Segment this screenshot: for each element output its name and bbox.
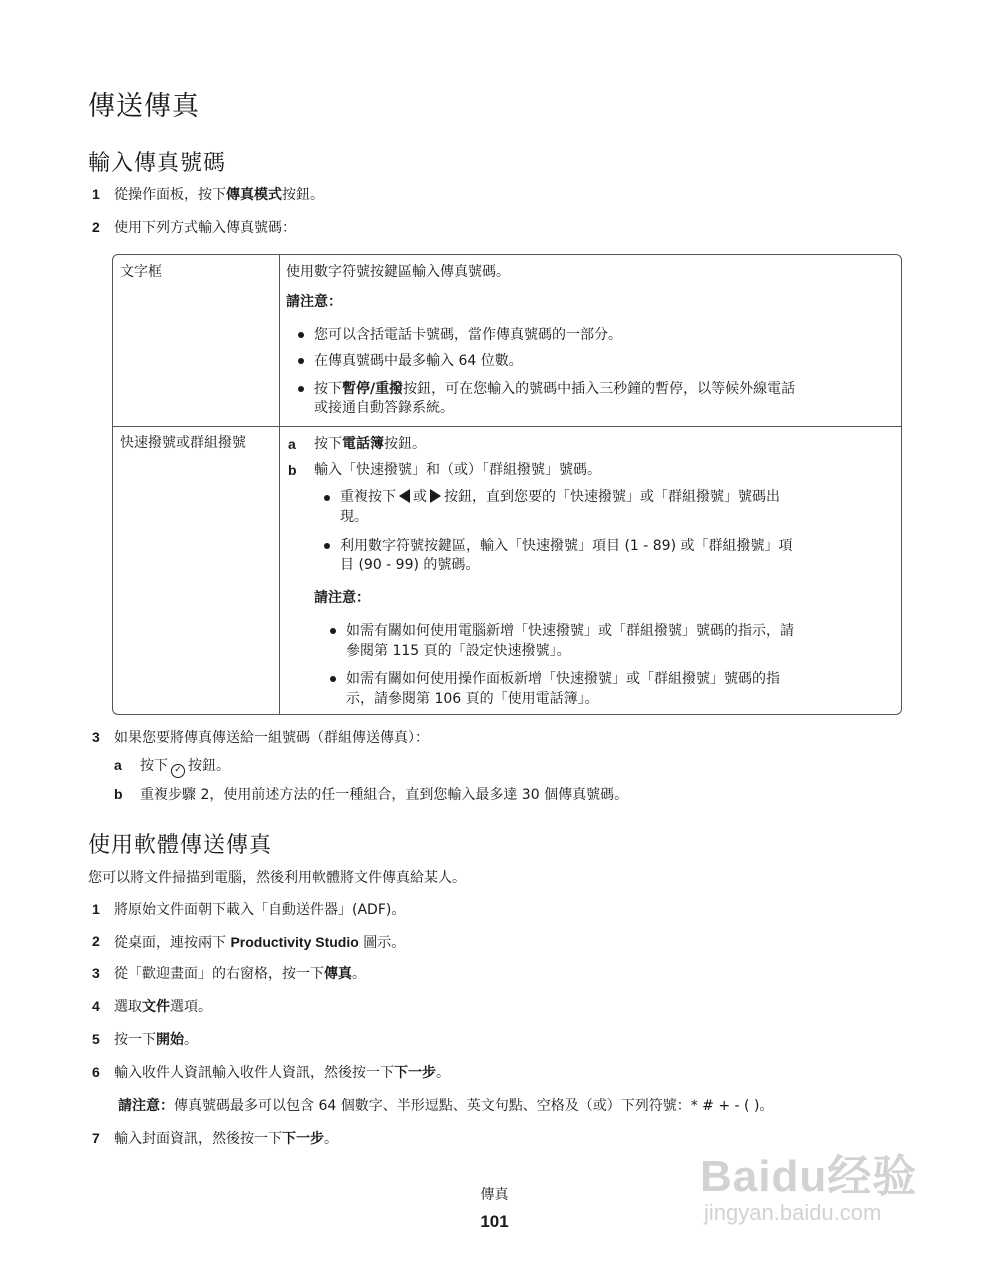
- step-text: [114, 933, 405, 952]
- section-intro: 您可以將文件掃描到電腦，然後利用軟體將文件傳真給某人。: [88, 870, 466, 886]
- bullet: [330, 628, 336, 634]
- bold-run: 電話簿: [342, 436, 384, 452]
- bold-run: 傳真: [324, 966, 352, 982]
- bullet: [330, 676, 336, 682]
- bold-run: Productivity Studio: [230, 934, 359, 950]
- note-label: 請注意：: [118, 1098, 174, 1114]
- bullet: [298, 386, 304, 392]
- text-run: 從桌面，連按兩下: [114, 935, 231, 951]
- text-run: 輸入收件人資訊輸入收件人資訊，然後按一下: [114, 1065, 394, 1081]
- bullet-text: [340, 488, 780, 506]
- page-title: 傳送傳真: [88, 91, 200, 122]
- note-label: 請注意：: [314, 590, 370, 606]
- bold-run: 暫停/重撥: [342, 381, 404, 397]
- step-number: 5: [92, 1031, 100, 1047]
- footer-section-name: 傳真: [480, 1187, 509, 1203]
- step-text: [114, 998, 212, 1016]
- sub-step-text: 重複步驟 2，使用前述方法的任一種組合，直到您輸入最多達 30 個傳真號碼。: [140, 787, 629, 803]
- bullet-text: 現。: [340, 509, 368, 525]
- bullet-text: 如需有關如何使用操作面板新增「快速撥號」或「群組撥號」號碼的指: [346, 671, 780, 687]
- step-number: 2: [92, 219, 100, 235]
- watermark: [700, 1140, 940, 1240]
- sub-step-text: [314, 435, 426, 453]
- step-text: 使用下列方式輸入傳真號碼：: [114, 220, 296, 236]
- text-run: 。: [324, 1131, 338, 1147]
- step-text: 如果您要將傳真傳送給一組號碼（群組傳送傳真）：: [114, 730, 429, 746]
- note-text: [118, 1097, 773, 1115]
- text-run: 按鈕，可在您輸入的號碼中插入三秒鐘的暫停，以等候外線電話: [403, 381, 796, 397]
- bullet-text: 在傳真號碼中最多輸入 64 位數。: [314, 353, 523, 369]
- bold-run: 傳真模式: [226, 187, 282, 203]
- step-number: 7: [92, 1130, 100, 1146]
- page-number: 101: [480, 1212, 509, 1231]
- text-run: 按鈕。: [188, 758, 230, 774]
- step-number: 1: [92, 186, 100, 202]
- bullet-text: 或接通自動答錄系統。: [314, 400, 454, 416]
- sub-step-letter: a: [114, 757, 122, 773]
- text-run: 從操作面板，按下: [114, 187, 226, 203]
- text-run: 重複按下: [340, 489, 396, 505]
- step-text: [114, 1031, 198, 1049]
- bullet: [298, 332, 304, 338]
- bold-run: 開始: [156, 1032, 184, 1048]
- sub-step-letter: a: [288, 436, 296, 452]
- section-heading-send-fax-software: 使用軟體傳送傳真: [88, 833, 273, 858]
- text-run: 從「歡迎畫面」的右窗格，按一下: [114, 966, 324, 982]
- text-run: 圖示。: [358, 935, 406, 951]
- text-run: 。: [436, 1065, 450, 1081]
- bullet-text: 目 (90 - 99) 的號碼。: [340, 557, 480, 573]
- table-divider: [279, 255, 280, 714]
- text-run: 按下: [140, 758, 168, 774]
- text-run: 或: [413, 489, 427, 505]
- sub-step-letter: b: [288, 462, 297, 478]
- bold-run: 文件: [142, 999, 170, 1015]
- text-run: 按下: [314, 436, 342, 452]
- sub-step-text: 輸入「快速撥號」和（或）「群組撥號」號碼。: [314, 462, 601, 478]
- text-run: 按鈕。: [282, 187, 324, 203]
- watermark-url: jingyan.baidu.com: [704, 1200, 882, 1225]
- step-number: 4: [92, 998, 100, 1014]
- step-number: 1: [92, 901, 100, 917]
- bullet: [324, 543, 330, 549]
- step-text: [114, 1064, 450, 1082]
- step-number: 2: [92, 933, 100, 949]
- section-heading-enter-fax-number: 輸入傳真號碼: [88, 151, 227, 176]
- right-arrow-icon: [430, 489, 441, 503]
- start-button-icon: ✓: [171, 764, 185, 778]
- bullet-text: 如需有關如何使用電腦新增「快速撥號」或「群組撥號」號碼的指示，請: [346, 623, 794, 639]
- text-run: 按鈕。: [384, 436, 426, 452]
- bold-run: 下一步: [282, 1131, 324, 1147]
- table-row-label: 快速撥號或群組撥號: [120, 435, 246, 451]
- text-run: 按下: [314, 381, 342, 397]
- step-number: 3: [92, 965, 100, 981]
- step-number: 6: [92, 1064, 100, 1080]
- step-text: 將原始文件面朝下載入「自動送件器」(ADF)。: [114, 902, 406, 918]
- bullet-text: 參閱第 115 頁的「設定快速撥號」。: [346, 643, 571, 659]
- step-number: 3: [92, 729, 100, 745]
- step-text: [114, 1130, 338, 1148]
- bullet: [324, 495, 330, 501]
- bold-run: 下一步: [394, 1065, 436, 1081]
- sub-step-text: [140, 757, 230, 778]
- text-run: 按一下: [114, 1032, 156, 1048]
- step-text: [114, 965, 366, 983]
- table-divider: [113, 426, 901, 427]
- text-run: 。: [184, 1032, 198, 1048]
- table-cell-text: 使用數字符號按鍵區輸入傳真號碼。: [286, 264, 510, 280]
- text-run: 選項。: [170, 999, 212, 1015]
- bullet-text: 利用數字符號按鍵區，輸入「快速撥號」項目 (1 - 89) 或「群組撥號」項: [340, 538, 793, 554]
- text-run: 輸入封面資訊，然後按一下: [114, 1131, 282, 1147]
- text-run: 選取: [114, 999, 142, 1015]
- watermark-logo: Baidu经验: [700, 1152, 918, 1201]
- bullet-text: 您可以含括電話卡號碼，當作傳真號碼的一部分。: [314, 327, 622, 343]
- text-run: 按鈕，直到您要的「快速撥號」或「群組撥號」號碼出: [444, 489, 780, 505]
- note-label: 請注意：: [286, 294, 342, 310]
- bullet-text: 示，請參閱第 106 頁的「使用電話簿」。: [346, 691, 599, 707]
- sub-step-letter: b: [114, 786, 123, 802]
- text-run: 。: [352, 966, 366, 982]
- step-text: [114, 186, 324, 204]
- bullet-text: [314, 380, 795, 398]
- left-arrow-icon: [399, 489, 410, 503]
- table-row-label: 文字框: [120, 264, 162, 280]
- text-run: 傳真號碼最多可以包含 64 個數字、半形逗點、英文句點、空格及（或）下列符號：* # + - ( )。: [174, 1098, 774, 1114]
- bullet: [298, 358, 304, 364]
